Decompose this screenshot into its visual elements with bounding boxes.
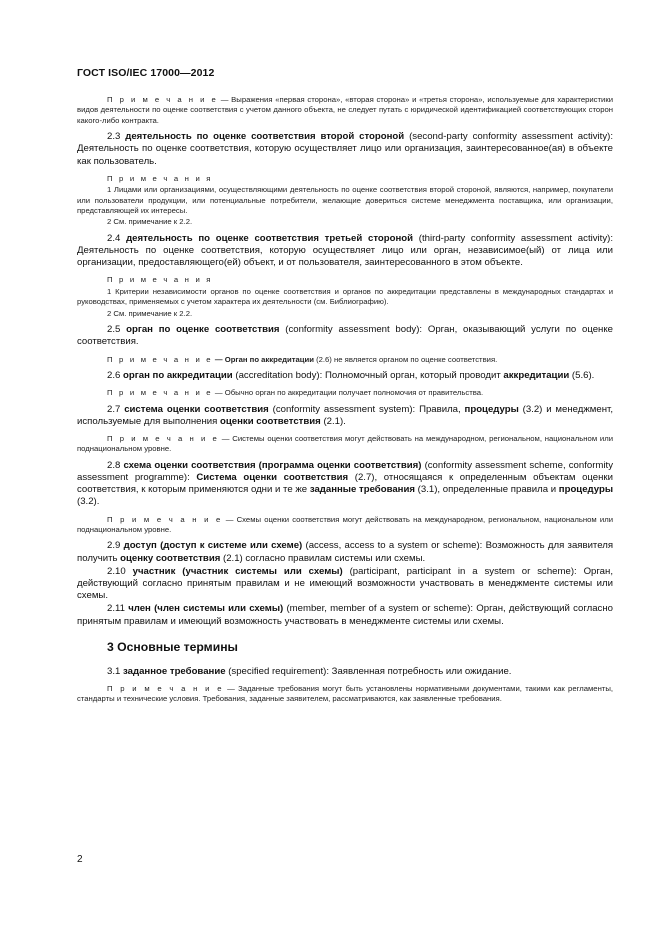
note-top: П р и м е ч а н и е — Выражения «первая сторона», «вторая сторона» и «третья сторона», используемые для характеристики видов деятельности по оценке соответствия с учетом данного объекта, не следует путать с юридической идентификацией соответствующих сторон какого-либо контракта.: [77, 95, 614, 125]
note-label: П р и м е ч а н и е: [107, 95, 219, 104]
notes-label: П р и м е ч а н и я: [107, 173, 213, 183]
term-2-11: 2.11 член (член системы или схемы) (member, member of a system or scheme): Орган, действующий согласно принятым правилам и имеющий возможность участвовать в менеджменте системы или схемы.: [77, 603, 613, 627]
term-title: орган по оценке соответствия: [126, 324, 280, 336]
page-number: 2: [77, 854, 83, 865]
term-title: деятельность по оценке соответствия третьей стороной: [126, 232, 414, 244]
page-header: ГОСТ ISO/IEC 17000—2012: [77, 67, 215, 79]
term-2-4: 2.4 деятельность по оценке соответствия третьей стороной (third-party conformity assessment activity): Деятельность по оценке соответствия, которую осуществляет лицо или орган, независимое(ый) от лица или организации, предоставляющего(ей) объект, и от пользователя, заинтересованного в этом объекте.: [77, 232, 613, 269]
notes-label: П р и м е ч а н и я: [107, 275, 213, 285]
term-2-7: 2.7 система оценки соответствия (conformity assessment system): Правила, процедуры (3.2) и менеджмент, используемые для выполнения оценки соответствия (2.1).: [77, 403, 614, 427]
term-3-1: 3.1 заданное требование (specified requirement): Заявленная потребность или ожидание.: [107, 665, 512, 677]
term-2-8: 2.8 схема оценки соответствия (программа оценки соответствия) (conformity assessment scheme, conformity assessment programme): Система оценки соответствия (2.7), относящаяся к определенным объектам оценки соответствия, к которым применяются одни и те же заданные требования (3.1), определенные правила и процедуры (3.2).: [77, 459, 614, 508]
note-3-1: П р и м е ч а н и е — Заданные требования могут быть установлены нормативными документами, такими как регламенты, стандарты и технические условия. Требования, заданные заявителем, рассматриваются, как заявленные требования.: [77, 683, 613, 704]
term-title: система оценки соответствия: [124, 403, 269, 415]
note-2-5: П р и м е ч а н и е — Орган по аккредитации (2.6) не является органом по оценке соответствия.: [107, 354, 498, 364]
term-2-10: 2.10 участник (участник системы или схемы) (participant, participant in a system or scheme): Орган, действующий согласно принятым правилам и не имеющий возможности участвовать в менеджменте системы или схемы.: [77, 565, 613, 602]
page-content: [77, 95, 613, 710]
term-title: доступ (доступ к системе или схеме): [123, 540, 303, 552]
term-title: член (член системы или схемы): [128, 603, 284, 615]
term-title: деятельность по оценке соответствия второй стороной: [125, 131, 405, 143]
term-2-9: 2.9 доступ (доступ к системе или схеме) (access, access to a system or scheme): Возможность для заявителя получить оценку соответствия (2.1) согласно правилам системы или схемы.: [77, 540, 614, 564]
term-2-3: 2.3 деятельность по оценке соответствия второй стороной (second-party conformity assessment activity): Деятельность по оценке соответствия, которую осуществляет лицо или организация, заинтересованное(ая) в объекте как пользователь.: [77, 131, 613, 167]
note-2-6: П р и м е ч а н и е — Обычно орган по аккредитации получает полномочия от правительства.: [107, 388, 484, 398]
term-2-5: 2.5 орган по оценке соответствия (conformity assessment body): Орган, оказывающий услуги по оценке соответствия.: [77, 324, 613, 348]
note-2-4-1: 1 Критерии независимости органов по оценке соответствия и органов по аккредитации представлены в международных стандартах и руководствах, применяемых с учетом характера их деятельности (см. Библиографию).: [77, 286, 613, 307]
term-title: схема оценки соответствия (программа оценки соответствия): [123, 459, 422, 471]
term-2-6: 2.6 орган по аккредитации (accreditation body): Полномочный орган, который проводит аккредитации (5.6).: [107, 369, 595, 381]
note-2-7: П р и м е ч а н и е — Системы оценки соответствия могут действовать на международном, региональном, национальном или поднациональном уровне.: [77, 433, 613, 454]
note-2-3-2: 2 См. примечание к 2.2.: [107, 217, 193, 227]
term-title: участник (участник системы или схемы): [132, 565, 343, 577]
note-2-3-1: 1 Лицами или организациями, осуществляющими деятельность по оценке соответствия второй стороной, являются, например, покупатели или пользователи продукции, или потенциальные потребители, желающие довериться системе менеджмента поставщика, или организации, представляющей их интересы.: [77, 185, 613, 216]
note-2-8: П р и м е ч а н и е — Схемы оценки соответствия могут действовать на международном, региональном, национальном или поднациональном уровне.: [77, 514, 613, 534]
term-title: орган по аккредитации: [123, 369, 233, 381]
section-3-title: 3 Основные термины: [107, 639, 238, 654]
term-title: заданное требование: [123, 665, 226, 677]
note-2-4-2: 2 См. примечание к 2.2.: [107, 308, 193, 318]
